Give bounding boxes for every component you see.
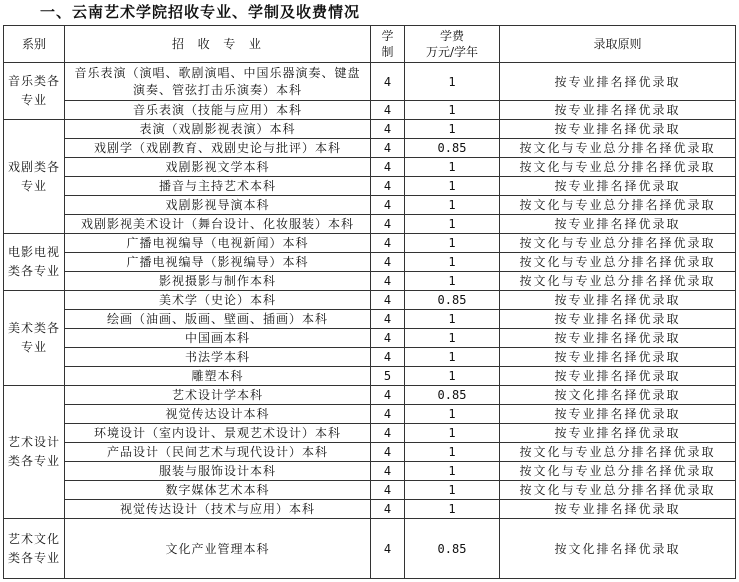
years-cell: 4 <box>371 120 405 139</box>
years-cell: 4 <box>371 481 405 500</box>
major-cell: 广播电视编导（影视编导）本科 <box>65 253 371 272</box>
years-cell: 4 <box>371 196 405 215</box>
table-row <box>4 234 736 253</box>
table-row <box>4 405 736 424</box>
fee-cell: 1 <box>405 348 500 367</box>
admission-cell: 按专业排名择优录取 <box>500 405 736 424</box>
years-cell: 4 <box>371 272 405 291</box>
fee-cell: 1 <box>405 158 500 177</box>
years-cell: 4 <box>371 443 405 462</box>
table-row <box>4 519 736 579</box>
years-cell: 4 <box>371 177 405 196</box>
table-row <box>4 443 736 462</box>
fee-cell: 1 <box>405 196 500 215</box>
header-years <box>371 26 405 63</box>
admission-cell: 按专业排名择优录取 <box>500 367 736 386</box>
fee-cell: 1 <box>405 177 500 196</box>
table-row <box>4 215 736 234</box>
table-row <box>4 348 736 367</box>
major-cell: 文化产业管理本科 <box>65 519 371 579</box>
table-row <box>4 101 736 120</box>
category-cell: 电影电视类各专业 <box>4 234 65 291</box>
major-cell: 音乐表演（演唱、歌剧演唱、中国乐器演奏、键盘演奏、管弦打击乐演奏）本科 <box>65 63 371 101</box>
fee-cell: 1 <box>405 443 500 462</box>
fee-cell: 1 <box>405 120 500 139</box>
category-cell: 美术类各专业 <box>4 291 65 386</box>
fee-cell: 1 <box>405 101 500 120</box>
years-cell: 4 <box>371 519 405 579</box>
major-cell: 艺术设计学本科 <box>65 386 371 405</box>
admission-cell: 按文化与专业总分排名择优录取 <box>500 481 736 500</box>
header-category: 系别 <box>4 26 65 63</box>
years-cell: 4 <box>371 500 405 519</box>
admission-cell: 按专业排名择优录取 <box>500 329 736 348</box>
table-row <box>4 500 736 519</box>
fee-cell: 1 <box>405 405 500 424</box>
years-cell: 4 <box>371 234 405 253</box>
major-cell: 视觉传达设计（技术与应用）本科 <box>65 500 371 519</box>
header-fee <box>405 26 500 63</box>
years-cell: 4 <box>371 253 405 272</box>
major-cell: 服装与服饰设计本科 <box>65 462 371 481</box>
major-cell: 戏剧影视美术设计（舞台设计、化妆服装）本科 <box>65 215 371 234</box>
major-cell: 影视摄影与制作本科 <box>65 272 371 291</box>
table-header-row <box>4 26 736 63</box>
fee-cell: 1 <box>405 367 500 386</box>
admission-cell: 按文化与专业总分排名择优录取 <box>500 139 736 158</box>
admission-cell: 按专业排名择优录取 <box>500 101 736 120</box>
fee-cell: 1 <box>405 234 500 253</box>
category-cell: 艺术文化类各专业 <box>4 519 65 579</box>
admission-cell: 按专业排名择优录取 <box>500 177 736 196</box>
table-row <box>4 291 736 310</box>
table-row <box>4 481 736 500</box>
fee-cell: 1 <box>405 272 500 291</box>
table-row <box>4 158 736 177</box>
fee-cell: 0.85 <box>405 519 500 579</box>
major-cell: 视觉传达设计本科 <box>65 405 371 424</box>
table-row <box>4 386 736 405</box>
major-cell: 戏剧学（戏剧教育、戏剧史论与批评）本科 <box>65 139 371 158</box>
years-cell: 4 <box>371 405 405 424</box>
major-cell: 雕塑本科 <box>65 367 371 386</box>
admission-cell: 按文化排名择优录取 <box>500 386 736 405</box>
admission-cell: 按专业排名择优录取 <box>500 500 736 519</box>
fee-cell: 1 <box>405 329 500 348</box>
table-row <box>4 120 736 139</box>
admission-cell: 按专业排名择优录取 <box>500 310 736 329</box>
major-cell: 美术学（史论）本科 <box>65 291 371 310</box>
table-row <box>4 139 736 158</box>
table-row <box>4 424 736 443</box>
admission-cell: 按专业排名择优录取 <box>500 348 736 367</box>
admission-cell: 按文化与专业总分排名择优录取 <box>500 253 736 272</box>
fee-cell: 0.85 <box>405 386 500 405</box>
section-heading: 一、云南艺术学院招收专业、学制及收费情况 <box>40 3 361 21</box>
admissions-table <box>3 25 736 579</box>
header-years-top: 学 <box>381 29 394 43</box>
fee-cell: 1 <box>405 500 500 519</box>
admission-cell: 按文化与专业总分排名择优录取 <box>500 443 736 462</box>
table-row <box>4 462 736 481</box>
major-cell: 书法学本科 <box>65 348 371 367</box>
header-admission: 录取原则 <box>500 26 736 63</box>
years-cell: 4 <box>371 386 405 405</box>
years-cell: 4 <box>371 101 405 120</box>
years-cell: 4 <box>371 158 405 177</box>
fee-cell: 0.85 <box>405 139 500 158</box>
table-row <box>4 367 736 386</box>
fee-cell: 1 <box>405 481 500 500</box>
major-cell: 产品设计（民间艺术与现代设计）本科 <box>65 443 371 462</box>
admission-cell: 按文化与专业总分排名择优录取 <box>500 158 736 177</box>
category-cell: 戏剧类各专业 <box>4 120 65 234</box>
header-fee-top: 学费 <box>439 29 464 43</box>
major-cell: 广播电视编导（电视新闻）本科 <box>65 234 371 253</box>
years-cell: 4 <box>371 310 405 329</box>
years-cell: 4 <box>371 63 405 101</box>
major-cell: 中国画本科 <box>65 329 371 348</box>
admission-cell: 按文化排名择优录取 <box>500 519 736 579</box>
admission-cell: 按文化与专业总分排名择优录取 <box>500 462 736 481</box>
years-cell: 4 <box>371 348 405 367</box>
fee-cell: 0.85 <box>405 291 500 310</box>
category-cell: 音乐类各专业 <box>4 63 65 120</box>
years-cell: 4 <box>371 291 405 310</box>
admission-cell: 按专业排名择优录取 <box>500 215 736 234</box>
admission-cell: 按专业排名择优录取 <box>500 424 736 443</box>
fee-cell: 1 <box>405 63 500 101</box>
years-cell: 4 <box>371 329 405 348</box>
years-cell: 4 <box>371 215 405 234</box>
admission-cell: 按文化与专业总分排名择优录取 <box>500 196 736 215</box>
fee-cell: 1 <box>405 253 500 272</box>
table-row <box>4 329 736 348</box>
header-major: 招 收 专 业 <box>65 26 371 63</box>
major-cell: 戏剧影视文学本科 <box>65 158 371 177</box>
major-cell: 音乐表演（技能与应用）本科 <box>65 101 371 120</box>
years-cell: 4 <box>371 462 405 481</box>
years-cell: 4 <box>371 424 405 443</box>
years-cell: 5 <box>371 367 405 386</box>
major-cell: 绘画（油画、版画、壁画、插画）本科 <box>65 310 371 329</box>
major-cell: 环境设计（室内设计、景观艺术设计）本科 <box>65 424 371 443</box>
header-years-bottom: 制 <box>381 45 394 59</box>
fee-cell: 1 <box>405 310 500 329</box>
major-cell: 数字媒体艺术本科 <box>65 481 371 500</box>
fee-cell: 1 <box>405 215 500 234</box>
admission-cell: 按文化与专业总分排名择优录取 <box>500 272 736 291</box>
table-row <box>4 177 736 196</box>
major-cell: 戏剧影视导演本科 <box>65 196 371 215</box>
admission-cell: 按专业排名择优录取 <box>500 120 736 139</box>
fee-cell: 1 <box>405 462 500 481</box>
years-cell: 4 <box>371 139 405 158</box>
table-row <box>4 63 736 101</box>
major-cell: 表演（戏剧影视表演）本科 <box>65 120 371 139</box>
admission-cell: 按文化与专业总分排名择优录取 <box>500 234 736 253</box>
header-fee-bottom: 万元/学年 <box>425 45 479 59</box>
category-cell: 艺术设计类各专业 <box>4 386 65 519</box>
admission-cell: 按专业排名择优录取 <box>500 63 736 101</box>
admission-cell: 按专业排名择优录取 <box>500 291 736 310</box>
table-row <box>4 310 736 329</box>
table-row <box>4 272 736 291</box>
fee-cell: 1 <box>405 424 500 443</box>
table-row <box>4 253 736 272</box>
table-row <box>4 196 736 215</box>
major-cell: 播音与主持艺术本科 <box>65 177 371 196</box>
